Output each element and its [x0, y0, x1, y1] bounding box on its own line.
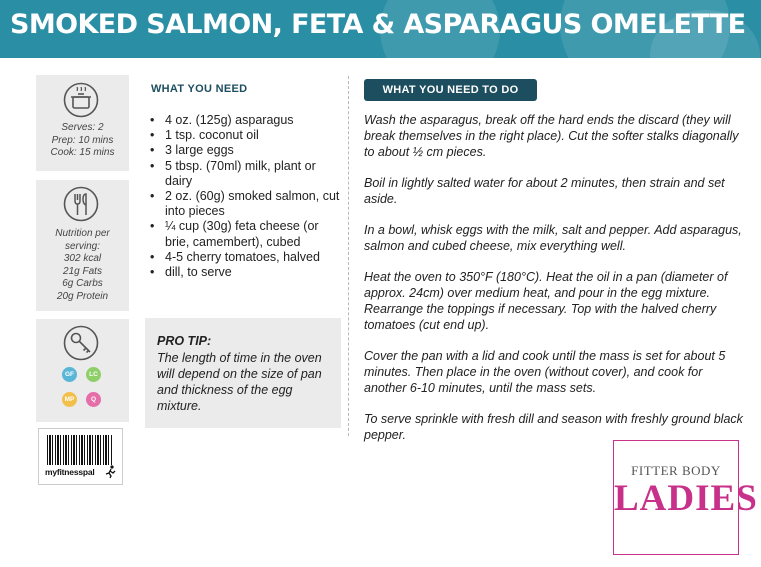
- badge-gf: GF: [62, 367, 77, 382]
- fats-value: 21g Fats: [63, 265, 102, 277]
- nutrition-info: [36, 228, 129, 303]
- method-step: Boil in lightly salted water for about 2 minutes, then strain and set aside.: [364, 175, 725, 206]
- recipe-title: SMOKED SALMON, FETA & ASPARAGUS OMELETTE: [10, 9, 746, 40]
- pro-tip-text: The length of time in the oven will depend on the size of pan and thickness of the egg mixture.: [157, 351, 322, 413]
- prep-time: Prep: 10 mins: [51, 134, 114, 146]
- ingredient-item: • 5 tbsp. (70ml) milk, plant or dairy: [148, 159, 344, 189]
- kcal-value: 302 kcal: [63, 253, 102, 264]
- carbs-value: 6g Carbs: [62, 278, 103, 289]
- serves-text: Serves: 2: [61, 122, 104, 133]
- method-step: To serve sprinkle with fresh dill and season with freshly ground black pepper.: [364, 412, 743, 442]
- method-step: Cover the pan with a lid and cook until the mass is set for about 5 minutes. Then place in the oven (without cover), and cook for another 6-10 minutes, until the mass sets.: [364, 349, 726, 395]
- method-step: Heat the oven to 350°F (180°C). Heat the oil in a pan (diameter of approx. 24cm) over medium heat, and pour in the egg mixture. Rearrange the toppings if necessary. Top with the halved cherry tomatoes (cut end up).: [364, 270, 728, 332]
- myfitnesspal-barcode: [38, 428, 123, 485]
- badge-mp: MP: [62, 392, 77, 407]
- key-icon: [63, 325, 99, 361]
- ingredient-item: • ¼ cup (30g) feta cheese (or brie, camembert), cubed: [148, 219, 344, 249]
- fitter-body-ladies-logo: [613, 440, 758, 555]
- ingredient-item: • 4-5 cherry tomatoes, halved: [148, 250, 344, 265]
- runner-icon: [105, 465, 117, 479]
- method-step: In a bowl, whisk eggs with the milk, salt and pepper. Add asparagus, salmon and cubed cheese, mix everything well.: [364, 223, 742, 253]
- nutrition-heading: Nutrition per serving:: [55, 228, 110, 252]
- serving-info: [36, 122, 129, 160]
- ingredients-heading: WHAT YOU NEED: [151, 83, 248, 95]
- ingredients-list: [148, 113, 344, 280]
- ingredient-item: • dill, to serve: [148, 265, 344, 280]
- ingredient-item: • 4 oz. (125g) asparagus: [148, 113, 344, 128]
- barcode-icon: [47, 435, 113, 465]
- pro-tip-box: [145, 318, 341, 428]
- cook-time: Cook: 15 mins: [50, 147, 115, 158]
- column-divider: [348, 76, 349, 436]
- title-banner: [0, 0, 761, 58]
- ingredient-item: • 1 tsp. coconut oil: [148, 128, 344, 143]
- ingredient-item: • 2 oz. (60g) smoked salmon, cut into pieces: [148, 189, 344, 219]
- cutlery-icon: [63, 186, 99, 222]
- myfitnesspal-label: myfitnesspal: [45, 467, 95, 477]
- protein-value: 20g Protein: [56, 290, 109, 302]
- badge-q: Q: [86, 392, 101, 407]
- method-steps: [364, 113, 744, 459]
- brand-top-text: FITTER BODY: [631, 463, 721, 478]
- ingredient-item: • 3 large eggs: [148, 143, 344, 158]
- badge-lc: LC: [86, 367, 101, 382]
- method-step: Wash the asparagus, break off the hard ends the discard (they will break themselves in the right place). Cut the softer stalks diagonally to about ½ cm pieces.: [364, 113, 739, 159]
- method-heading: WHAT YOU NEED TO DO: [364, 79, 537, 101]
- brand-main-text: LADIES: [614, 478, 758, 519]
- cooking-pot-icon: [63, 82, 99, 118]
- pro-tip-title: PRO TIP:: [157, 334, 212, 348]
